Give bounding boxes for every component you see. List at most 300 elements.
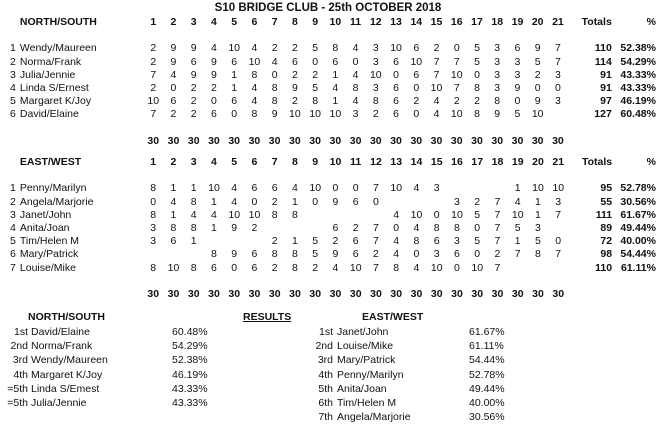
score-cell: 0 — [453, 42, 460, 55]
score-cell: 0 — [534, 82, 541, 94]
board-number: 21 — [552, 16, 564, 28]
board-total: 30 — [410, 134, 423, 147]
table-row — [4, 182, 656, 195]
score-cell: 9 — [494, 108, 501, 121]
table-row — [4, 222, 656, 235]
score-cell: 1 — [211, 195, 217, 208]
score-cell: 7 — [494, 261, 501, 274]
pair-name: Norma/Frank — [19, 55, 82, 68]
totals-spacer — [4, 288, 16, 301]
score-cell: 7 — [494, 222, 501, 234]
score-cell: 6 — [514, 42, 521, 55]
score-cell: 10 — [410, 208, 423, 221]
score-cell: 7 — [555, 208, 562, 221]
score-cell: 2 — [190, 82, 197, 94]
score-cell: 7 — [494, 195, 501, 208]
board-totals-row — [4, 288, 656, 301]
board-total: 30 — [228, 134, 241, 147]
score-cell: 10 — [329, 108, 342, 121]
score-cell: 0 — [393, 222, 400, 234]
table-row — [4, 56, 656, 69]
score-cell: 6 — [170, 95, 177, 108]
pair-percentage: 52.78% — [620, 182, 656, 195]
results-heading: RESULTS — [243, 311, 292, 323]
score-cell: 10 — [147, 95, 160, 108]
score-cell: 9 — [534, 42, 541, 55]
board-total: 30 — [491, 288, 504, 300]
score-cell: 9 — [170, 55, 177, 68]
pair-rank: 3 — [10, 208, 16, 221]
board-number: 14 — [410, 16, 423, 28]
score-cell: 9 — [211, 68, 217, 81]
board-total: 30 — [208, 134, 220, 147]
score-cell: 7 — [373, 182, 379, 195]
board-total: 30 — [289, 134, 301, 147]
score-cell: 7 — [494, 235, 501, 248]
board-total: 30 — [289, 288, 301, 300]
score-cell: 6 — [332, 222, 339, 234]
score-cell: 3 — [150, 235, 157, 248]
pair-rank: 3 — [10, 68, 16, 81]
score-cell — [548, 108, 568, 121]
score-cell — [244, 235, 264, 248]
gap — [568, 82, 578, 95]
pair-name: Julia/Jennie — [19, 68, 76, 81]
board-total: 30 — [532, 288, 544, 300]
score-cell: 2 — [170, 108, 177, 121]
score-cell: 2 — [453, 95, 460, 108]
pair-rank: 4 — [10, 222, 16, 234]
score-cell: 1 — [170, 208, 177, 221]
board-number: 18 — [491, 16, 504, 28]
score-cell: 2 — [352, 222, 359, 234]
score-cell: 4 — [332, 261, 339, 274]
pair-total: 114 — [594, 55, 612, 68]
score-cell: 7 — [555, 42, 561, 55]
spacer-cell — [4, 122, 16, 135]
score-cell: 9 — [332, 248, 339, 261]
score-cell: 6 — [393, 82, 399, 94]
score-cell: 8 — [271, 248, 278, 261]
board-number: 1 — [150, 156, 157, 168]
score-cell: 3 — [372, 82, 379, 94]
score-cell: 7 — [514, 248, 521, 261]
score-cell: 9 — [231, 222, 238, 234]
score-cell: 8 — [292, 261, 298, 274]
pair-total: 91 — [600, 82, 612, 94]
pair-rank: 1 — [10, 42, 16, 55]
pair-name: Linda S/Ernest — [19, 82, 89, 94]
board-total: 30 — [369, 134, 382, 147]
score-cell: 6 — [291, 55, 298, 68]
result-place: =5th — [7, 382, 28, 395]
table-row — [4, 95, 656, 108]
score-cell: 2 — [534, 68, 541, 81]
score-cell — [508, 262, 528, 275]
score-cell: 6 — [190, 55, 197, 68]
score-cell: 8 — [474, 108, 480, 121]
score-cell: 5 — [474, 208, 481, 221]
score-cell: 4 — [211, 42, 217, 55]
score-cell: 9 — [271, 108, 278, 121]
results-ew-heading: EAST/WEST — [362, 311, 424, 323]
score-cell: 9 — [211, 55, 217, 68]
score-cell: 10 — [248, 208, 261, 221]
score-cell — [184, 248, 204, 261]
table-row — [4, 108, 656, 121]
score-cell: 6 — [170, 235, 177, 248]
score-cell: 8 — [352, 82, 359, 94]
score-cell: 5 — [514, 222, 521, 234]
score-cell: 10 — [451, 208, 463, 221]
board-number: 15 — [430, 16, 443, 28]
score-cell: 7 — [433, 68, 440, 81]
score-cell: 8 — [292, 248, 298, 261]
score-cell: 7 — [373, 261, 379, 274]
table-row — [4, 69, 656, 82]
score-cell: 2 — [271, 42, 278, 55]
score-cell: 6 — [251, 248, 258, 261]
board-number: 16 — [450, 16, 463, 28]
score-cell: 8 — [372, 95, 379, 108]
gap — [568, 235, 578, 248]
board-total: 30 — [147, 134, 160, 147]
pair-rank: 5 — [10, 95, 16, 108]
board-total: 30 — [491, 134, 504, 147]
score-cell: 0 — [413, 248, 420, 261]
score-cell — [467, 182, 487, 195]
result-pair: Janet/John — [337, 326, 389, 338]
pair-rank: 2 — [10, 55, 16, 68]
board-total: 30 — [410, 288, 423, 300]
score-cell: 8 — [312, 95, 319, 108]
score-cell: 10 — [531, 108, 544, 121]
score-cell: 4 — [231, 182, 238, 195]
score-cell: 4 — [170, 195, 177, 208]
score-cell: 2 — [433, 42, 440, 55]
score-cell: 6 — [332, 55, 339, 68]
score-cell: 10 — [390, 182, 403, 195]
pair-rank: 6 — [10, 108, 16, 121]
board-number: 13 — [390, 156, 403, 168]
score-cell: 2 — [291, 95, 298, 108]
score-cell: 8 — [190, 195, 197, 208]
board-total: 30 — [430, 134, 443, 147]
score-cell: 5 — [474, 55, 480, 68]
score-cell: 8 — [170, 222, 177, 234]
board-total: 30 — [451, 288, 463, 300]
score-cell: 2 — [372, 108, 379, 121]
result-pair: Angela/Marjorie — [337, 411, 411, 424]
score-cell — [406, 196, 426, 209]
score-cell: 10 — [390, 42, 402, 55]
result-place: 2nd — [10, 340, 28, 353]
score-cell: 2 — [271, 261, 278, 274]
score-cell: 3 — [433, 248, 440, 261]
score-cell: 10 — [511, 208, 524, 221]
score-cell: 6 — [454, 248, 460, 261]
score-cell: 10 — [552, 182, 565, 195]
score-cell: 10 — [309, 182, 322, 195]
result-place: 3rd — [317, 354, 333, 367]
totals-spacer — [16, 135, 143, 148]
score-cell — [325, 209, 345, 222]
pair-percentage: 49.44% — [620, 222, 656, 234]
score-cell: 8 — [271, 208, 278, 221]
score-cell: 4 — [271, 55, 278, 68]
result-percentage: 43.33% — [172, 396, 208, 409]
result-pair: Wendy/Maureen — [31, 354, 108, 367]
pair-percentage: 61.67% — [620, 208, 656, 221]
score-cell: 9 — [291, 82, 298, 94]
score-cell: 8 — [150, 261, 157, 274]
result-percentage: 43.33% — [172, 382, 208, 395]
board-total: 30 — [309, 288, 322, 300]
score-cell: 10 — [167, 261, 180, 274]
score-cell: 9 — [534, 95, 541, 108]
east-west-table — [4, 156, 656, 301]
pair-total: 97 — [600, 95, 612, 108]
board-number: 7 — [271, 156, 278, 168]
pair-total: 111 — [595, 208, 613, 221]
score-cell: 5 — [312, 248, 319, 261]
score-cell: 3 — [433, 182, 440, 195]
result-percentage: 61.11% — [469, 340, 504, 353]
result-percentage: 61.67% — [469, 326, 505, 338]
table-row — [4, 209, 656, 222]
score-cell: 3 — [555, 68, 561, 81]
score-cell: 8 — [474, 82, 480, 94]
score-cell: 0 — [251, 195, 258, 208]
gap — [568, 69, 578, 82]
gap — [568, 196, 578, 209]
spacer-row — [4, 169, 656, 182]
board-number: 2 — [170, 16, 177, 28]
score-cell: 2 — [474, 95, 480, 108]
totals-label: Totals — [581, 156, 613, 168]
score-cell: 3 — [494, 55, 501, 68]
result-pair: Margaret K/Joy — [31, 368, 103, 381]
result-percentage: 40.00% — [469, 396, 505, 409]
score-cell: 10 — [228, 42, 241, 55]
score-cell — [427, 196, 447, 209]
score-cell: 3 — [494, 68, 501, 81]
result-percentage: 52.78% — [469, 368, 505, 381]
totals-spacer — [4, 135, 16, 148]
pair-total: 72 — [600, 235, 613, 248]
score-cell: 8 — [494, 95, 501, 108]
board-total: 30 — [147, 288, 160, 300]
result-place: =5th — [7, 396, 28, 409]
board-total: 30 — [228, 288, 241, 300]
score-cell: 5 — [312, 42, 319, 55]
board-number: 20 — [532, 156, 544, 168]
score-cell: 0 — [474, 222, 481, 234]
score-cell: 4 — [251, 42, 258, 55]
score-cell: 0 — [170, 82, 177, 94]
board-total: 30 — [511, 134, 524, 147]
score-cell: 7 — [453, 55, 460, 68]
result-place: 7th — [318, 411, 333, 424]
result-place: 1st — [13, 326, 28, 338]
board-total: 30 — [471, 134, 483, 147]
board-total: 30 — [511, 288, 524, 300]
board-number: 5 — [231, 16, 238, 28]
pair-name: Penny/Marilyn — [19, 182, 87, 195]
score-cell: 7 — [433, 55, 440, 68]
score-cell: 6 — [393, 95, 399, 108]
score-cell: 2 — [291, 68, 298, 81]
board-total: 30 — [531, 134, 544, 147]
result-percentage: 30.56% — [469, 411, 505, 424]
gap — [568, 182, 578, 195]
score-cell: 0 — [555, 82, 561, 94]
result-pair: Linda S/Emest — [31, 382, 100, 395]
score-cell: 2 — [211, 82, 217, 94]
score-cell: 8 — [150, 182, 157, 195]
score-cell: 7 — [373, 235, 379, 248]
header-spacer — [4, 16, 16, 29]
score-cell: 9 — [170, 42, 177, 55]
score-cell: 0 — [555, 235, 562, 248]
board-number: 10 — [329, 16, 342, 28]
score-cell: 9 — [190, 68, 197, 81]
board-total: 30 — [349, 288, 362, 300]
board-total: 30 — [430, 288, 443, 300]
score-cell: 4 — [393, 208, 400, 221]
score-cell: 3 — [494, 42, 501, 55]
board-number: 4 — [211, 156, 217, 168]
pair-rank: 7 — [10, 261, 16, 274]
score-cell — [305, 209, 325, 222]
board-number: 18 — [491, 156, 504, 168]
score-cell: 6 — [231, 95, 238, 108]
score-cell: 2 — [312, 261, 319, 274]
spacer-cell — [4, 169, 16, 182]
score-cell: 7 — [494, 208, 501, 221]
pair-name: Janet/John — [19, 208, 72, 221]
header-spacer — [4, 156, 16, 169]
pair-total: 95 — [600, 182, 613, 195]
score-cell: 0 — [474, 68, 480, 81]
pct-label: % — [646, 156, 656, 168]
board-number: 4 — [211, 16, 217, 28]
board-total: 30 — [248, 288, 261, 300]
pair-total: 89 — [600, 222, 613, 234]
result-pair: Penny/Marilyn — [337, 368, 404, 381]
score-cell: 7 — [150, 108, 157, 121]
score-cell: 1 — [332, 68, 339, 81]
result-percentage: 54.29% — [172, 340, 208, 353]
score-cell: 0 — [332, 182, 339, 195]
score-cell: 8 — [150, 208, 157, 221]
board-number: 1 — [150, 16, 157, 28]
score-cell: 10 — [289, 108, 301, 121]
score-cell: 6 — [231, 55, 238, 68]
score-cell: 6 — [352, 248, 359, 261]
pair-total: 110 — [594, 42, 612, 55]
score-cell — [224, 235, 244, 248]
board-total: 30 — [370, 288, 382, 300]
table-row — [4, 42, 656, 55]
pair-name: Anita/Joan — [19, 222, 70, 234]
board-total: 30 — [187, 288, 200, 300]
pair-rank: 1 — [10, 182, 16, 195]
score-cell: 8 — [190, 261, 197, 274]
pair-percentage: 54.29% — [620, 55, 656, 68]
score-cell — [447, 182, 467, 195]
score-cell: 5 — [535, 235, 541, 248]
result-place: 1st — [318, 326, 333, 338]
pair-name: Angela/Marjorie — [19, 195, 94, 208]
score-cell: 3 — [454, 195, 460, 208]
board-number: 17 — [471, 156, 484, 168]
score-cell: 8 — [393, 261, 400, 274]
score-cell: 1 — [190, 182, 197, 195]
score-cell: 4 — [393, 248, 400, 261]
score-cell — [305, 222, 325, 235]
result-percentage: 60.48% — [172, 326, 208, 338]
result-place: 4th — [13, 368, 28, 381]
result-pair: Julia/Jennie — [31, 396, 87, 409]
gap — [568, 209, 578, 222]
score-cell: 4 — [251, 82, 258, 94]
score-cell: 7 — [453, 82, 460, 94]
board-number: 8 — [292, 156, 298, 168]
gap — [568, 108, 578, 121]
pair-total: 110 — [595, 261, 613, 274]
board-total: 30 — [552, 288, 565, 300]
score-cell: 7 — [373, 222, 379, 234]
board-number: 19 — [511, 156, 524, 168]
score-cell: 10 — [532, 182, 544, 195]
score-cell: 7 — [150, 68, 157, 81]
score-cell: 3 — [494, 82, 501, 94]
score-cell: 10 — [410, 55, 423, 68]
score-cell: 4 — [413, 261, 420, 274]
score-cell: 2 — [190, 95, 197, 108]
score-cell: 6 — [413, 42, 420, 55]
score-cell: 8 — [454, 222, 460, 234]
page-title: S10 BRIDGE CLUB - 25th OCTOBER 2018 — [214, 2, 442, 14]
board-number: 16 — [451, 156, 463, 168]
score-cell: 0 — [413, 108, 420, 121]
score-cell: 2 — [494, 248, 501, 261]
score-cell: 2 — [312, 68, 319, 81]
pair-name: David/Elaine — [19, 108, 79, 121]
score-cell: 4 — [292, 182, 298, 195]
board-total: 30 — [329, 288, 342, 300]
score-cell: 8 — [413, 235, 420, 248]
pair-percentage: 61.11% — [620, 261, 656, 274]
results-ns-heading: NORTH/SOUTH — [28, 311, 105, 323]
pair-percentage: 46.19% — [620, 95, 656, 108]
score-cell — [143, 248, 163, 261]
score-cell: 10 — [208, 182, 220, 195]
board-number: 2 — [170, 156, 177, 168]
score-cell: 10 — [450, 108, 463, 121]
score-cell — [346, 209, 366, 222]
pair-percentage: 30.56% — [620, 195, 656, 208]
score-cell: 0 — [352, 182, 359, 195]
score-cell: 5 — [312, 235, 319, 248]
board-number: 12 — [370, 156, 382, 168]
score-cell: 5 — [474, 235, 481, 248]
score-cell: 7 — [555, 55, 561, 68]
score-cell: 8 — [190, 222, 197, 234]
board-total: 30 — [552, 134, 564, 147]
spacer-row — [4, 122, 656, 135]
